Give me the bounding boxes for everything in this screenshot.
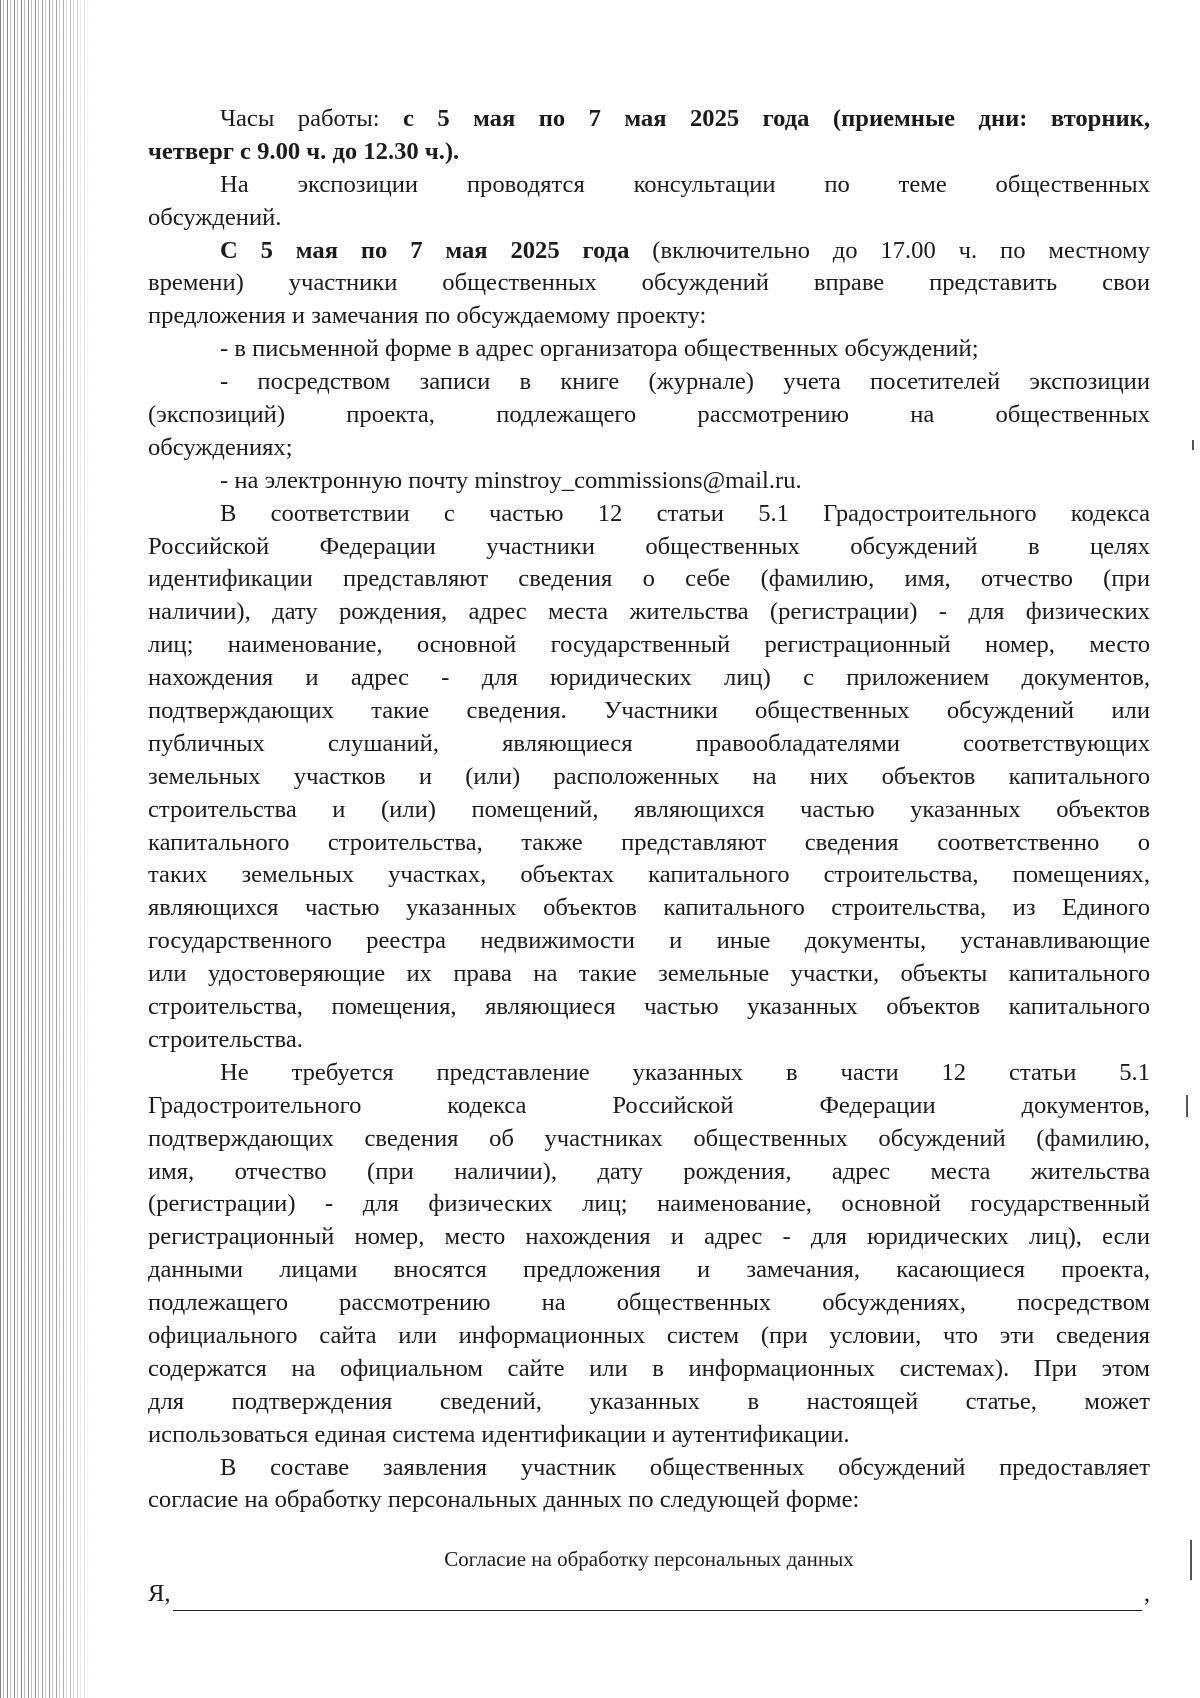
text-line bbox=[148, 695, 1150, 728]
text-run: идентификации представляют сведения о себе (фамилию, имя, отчество (при bbox=[148, 565, 1150, 593]
text-run: - посредством записи в книге (журнале) учета посетителей экспозиции bbox=[220, 368, 1150, 396]
text-line bbox=[148, 1254, 1150, 1287]
text-run: - в письменной форме в адрес организатора общественных обсуждений; bbox=[220, 335, 979, 363]
signature-blank-field bbox=[173, 1586, 1142, 1611]
text-line bbox=[148, 892, 1150, 925]
text-line bbox=[148, 399, 1150, 432]
text-run: времени) участники общественных обсуждений вправе представить свои bbox=[148, 269, 1150, 297]
text-line bbox=[148, 103, 1150, 136]
text-run: строительства. bbox=[148, 1025, 303, 1053]
text-run: (экспозиций) проекта, подлежащего рассмотрению на общественных bbox=[148, 401, 1150, 429]
text-line bbox=[148, 1452, 1150, 1485]
text-line bbox=[148, 531, 1150, 564]
text-line bbox=[148, 235, 1150, 268]
text-run: - на электронную почту minstroy_commissions@mail.ru. bbox=[220, 466, 802, 494]
text-line bbox=[148, 202, 1150, 235]
text-run: использоваться единая система идентификации и аутентификации. bbox=[148, 1420, 850, 1448]
text-run: подлежащего рассмотрению на общественных обсуждениях, посредством bbox=[148, 1289, 1150, 1317]
text-run: согласие на обработку персональных данных по следующей форме: bbox=[148, 1486, 860, 1514]
text-run: строительства, помещения, являющиеся частью указанных объектов капитального bbox=[148, 993, 1150, 1021]
text-run: В составе заявления участник общественных обсуждений предоставляет bbox=[220, 1453, 1150, 1481]
text-line bbox=[148, 925, 1150, 958]
text-run: подтверждающих сведения об участниках общественных обсуждений (фамилию, bbox=[148, 1124, 1150, 1152]
text-line bbox=[148, 629, 1150, 662]
signature-suffix: , bbox=[1143, 1580, 1150, 1608]
text-run: данными лицами вносятся предложения и замечания, касающиеся проекта, bbox=[148, 1256, 1150, 1284]
text-run: подтверждающих такие сведения. Участники общественных обсуждений или bbox=[148, 697, 1150, 725]
text-line bbox=[148, 1419, 1150, 1452]
bold-text-run: четверг с 9.00 ч. до 12.30 ч.). bbox=[148, 137, 460, 165]
text-line bbox=[148, 1090, 1150, 1123]
text-line bbox=[148, 267, 1150, 300]
text-run: обсуждений. bbox=[148, 203, 282, 231]
consent-heading: Согласие на обработку персональных данных bbox=[444, 1547, 854, 1572]
text-run: Российской Федерации участники общественных обсуждений в целях bbox=[148, 532, 1150, 560]
text-line bbox=[148, 991, 1150, 1024]
text-line bbox=[148, 1484, 1150, 1517]
text-line bbox=[148, 563, 1150, 596]
signature-prefix: Я, bbox=[148, 1580, 171, 1608]
document-page bbox=[148, 103, 1150, 1611]
text-run: официального сайта или информационных систем (при условии, что эти сведения bbox=[148, 1321, 1150, 1349]
text-run: В соответствии с частью 12 статьи 5.1 Градостроительного кодекса bbox=[220, 499, 1150, 527]
text-run: капитального строительства, также представляют сведения соответственно о bbox=[148, 828, 1150, 856]
text-line bbox=[148, 432, 1150, 465]
signature-line bbox=[148, 1578, 1150, 1611]
text-run: имя, отчество (при наличии), дату рождения, адрес места жительства bbox=[148, 1157, 1150, 1185]
text-run: земельных участков и (или) расположенных на них объектов капитального bbox=[148, 762, 1150, 790]
document-body bbox=[148, 103, 1150, 1517]
text-run: обсуждениях; bbox=[148, 433, 293, 461]
text-line bbox=[148, 1024, 1150, 1057]
text-line bbox=[148, 1057, 1150, 1090]
text-run: или удостоверяющие их права на такие земельные участки, объекты капитального bbox=[148, 960, 1150, 988]
text-run: Градостроительного кодекса Российской Федерации документов, bbox=[148, 1091, 1150, 1119]
text-run: лиц; наименование, основной государственный регистрационный номер, место bbox=[148, 631, 1150, 659]
text-run: (регистрации) - для физических лиц; наименование, основной государственный bbox=[148, 1190, 1150, 1218]
text-line bbox=[148, 1386, 1150, 1419]
text-run: таких земельных участках, объектах капитального строительства, помещениях, bbox=[148, 861, 1150, 889]
text-run: для подтверждения сведений, указанных в настоящей статье, может bbox=[148, 1387, 1150, 1415]
text-run: содержатся на официальном сайте или в информационных системах). При этом bbox=[148, 1354, 1150, 1382]
text-run: нахождения и адрес - для юридических лиц) с приложением документов, bbox=[148, 664, 1150, 692]
text-line bbox=[148, 1353, 1150, 1386]
text-run: Не требуется представление указанных в части 12 статьи 5.1 bbox=[220, 1058, 1150, 1086]
text-run: наличии), дату рождения, адрес места жительства (регистрации) - для физических bbox=[148, 598, 1150, 626]
text-line bbox=[148, 498, 1150, 531]
text-line bbox=[148, 465, 1150, 498]
bold-text-run: с 5 мая по 7 мая 2025 года (приемные дни: вторник, bbox=[403, 105, 1150, 132]
text-run: являющихся частью указанных объектов капитального строительства, из Единого bbox=[148, 894, 1150, 922]
text-run: Часы работы: bbox=[220, 105, 404, 132]
text-line bbox=[148, 728, 1150, 761]
text-line bbox=[148, 169, 1150, 202]
text-run: публичных слушаний, являющиеся правообладателями соответствующих bbox=[148, 729, 1150, 757]
bold-text-run: С 5 мая по 7 мая 2025 года bbox=[220, 236, 630, 264]
text-run: На экспозиции проводятся консультации по теме общественных bbox=[220, 170, 1150, 198]
text-line bbox=[148, 596, 1150, 629]
text-line bbox=[148, 136, 1150, 169]
text-line bbox=[148, 662, 1150, 695]
text-line bbox=[148, 1320, 1150, 1353]
text-run: государственного реестра недвижимости и иные документы, устанавливающие bbox=[148, 927, 1150, 955]
text-line bbox=[148, 794, 1150, 827]
text-run: строительства и (или) помещений, являющихся частью указанных объектов bbox=[148, 795, 1150, 823]
text-run: (включительно до 17.00 ч. по местному bbox=[629, 236, 1150, 264]
text-line bbox=[148, 333, 1150, 366]
text-run: предложения и замечания по обсуждаемому проекту: bbox=[148, 302, 707, 330]
text-line bbox=[148, 1188, 1150, 1221]
text-line bbox=[148, 958, 1150, 991]
scan-binding-edge bbox=[0, 0, 92, 1698]
text-line bbox=[148, 1221, 1150, 1254]
text-run: регистрационный номер, место нахождения и адрес - для юридических лиц), если bbox=[148, 1223, 1150, 1251]
text-line bbox=[148, 827, 1150, 860]
text-line bbox=[148, 1287, 1150, 1320]
text-line bbox=[148, 761, 1150, 794]
text-line bbox=[148, 300, 1150, 333]
text-line bbox=[148, 1156, 1150, 1189]
text-line bbox=[148, 859, 1150, 892]
text-line bbox=[148, 1123, 1150, 1156]
text-line bbox=[148, 366, 1150, 399]
